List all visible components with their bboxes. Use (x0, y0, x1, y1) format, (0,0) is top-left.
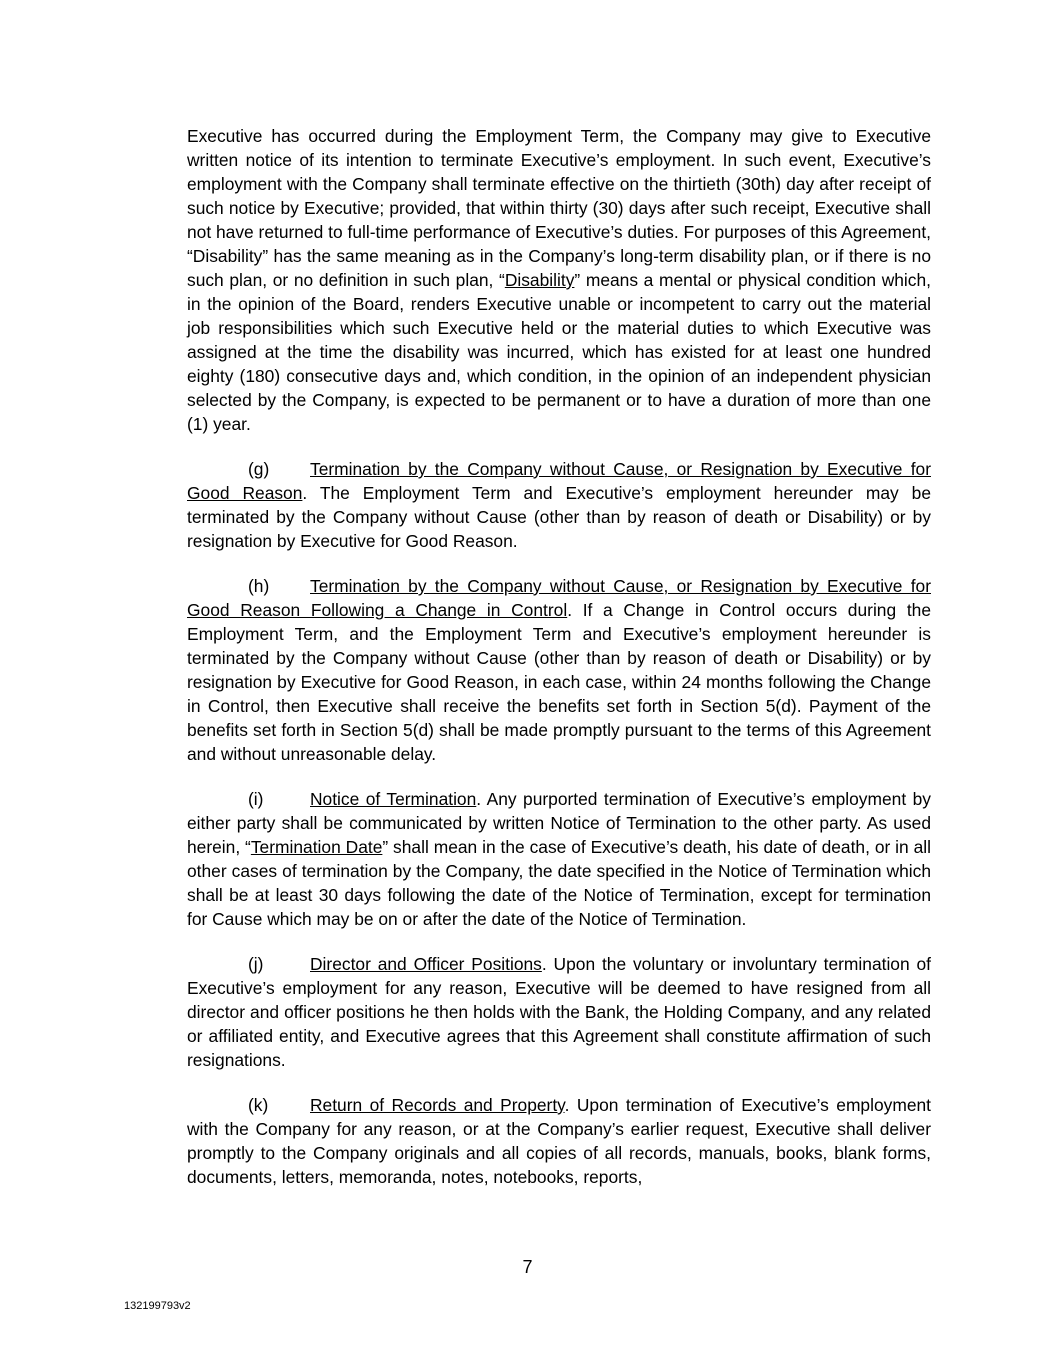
document-body (187, 124, 931, 1210)
section-heading: Director and Officer Positions (310, 954, 542, 974)
paragraph-g (187, 457, 931, 553)
defined-term-disability: Disability (504, 270, 575, 290)
paragraph-j (187, 952, 931, 1072)
section-enumerator: (k) (248, 1095, 269, 1115)
paragraph-text: ” means a mental or physical condition which, in the opinion of the Board, renders Executive unable or incompetent to carry out the material job responsibilities which such Executive held or the material duties to which Executive was assigned at the time the disability was incurred, which has existed for at least one hundred eighty (180) consecutive days and, which condition, in the opinion of an independent physician selected by the Company, is expected to be permanent or to have a duration of more than one (1) year. (187, 270, 931, 434)
section-enumerator: (j) (248, 954, 264, 974)
section-heading: Termination by the Company without Cause, or Resignation by Executive for Good Reason Following a Change in Control (187, 576, 931, 620)
paragraph-f-continued (187, 124, 931, 436)
paragraph-k (187, 1093, 931, 1189)
paragraph-text: . The Employment Term and Executive’s employment hereunder may be terminated by the Company without Cause (other than by reason of death or Disability) or by resignation by Executive for Good Reason. (187, 483, 931, 551)
section-enumerator: (g) (248, 459, 270, 479)
section-enumerator: (h) (248, 576, 270, 596)
paragraph-text: . Any purported termination of Executive’s employment by either party shall be communicated by written Notice of Termination to the other party. As used herein, “ (187, 789, 931, 857)
paragraph-text: . Upon the voluntary or involuntary termination of Executive’s employment for any reason, Executive will be deemed to have resigned from all director and officer positions he then holds with the Bank, the Holding Company, and any related or affiliated entity, and Executive agrees that this Agreement shall constitute affirmation of such resignations. (187, 954, 931, 1070)
defined-term-termination-date: Termination Date (250, 837, 383, 857)
paragraph-i (187, 787, 931, 931)
paragraph-text: ” shall mean in the case of Executive’s death, his date of death, or in all other cases of termination by the Company, the date specified in the Notice of Termination which shall be at least 30 days following the date of the Notice of Termination, except for termination for Cause which may be on or after the date of the Notice of Termination. (187, 837, 931, 929)
section-heading: Notice of Termination (310, 789, 477, 809)
page-number: 7 (522, 1257, 533, 1277)
document-id: 132199793v2 (124, 1300, 191, 1312)
paragraph-text: . If a Change in Control occurs during the Employment Term, and the Employment Term and Executive’s employment hereunder is terminated by the Company without Cause (other than by reason of death or Disability) or by resignation by Executive for Good Reason, in each case, within 24 months following the Change in Control, then Executive shall receive the benefits set forth in Section 5(d). Payment of the benefits set forth in Section 5(d) shall be made promptly pursuant to the terms of this Agreement and without unreasonable delay. (187, 600, 932, 764)
section-heading: Termination by the Company without Cause, or Resignation by Executive for Good Reason (187, 459, 931, 503)
paragraph-text: . Upon termination of Executive’s employment with the Company for any reason, or at the Company’s earlier request, Executive shall deliver promptly to the Company originals and all copies of all records, manuals, books, blank forms, documents, letters, memoranda, notes, notebooks, reports, (187, 1095, 931, 1187)
section-heading: Return of Records and Property (310, 1095, 565, 1115)
paragraph-h (187, 574, 931, 766)
section-enumerator: (i) (248, 789, 264, 809)
paragraph-text: Executive has occurred during the Employment Term, the Company may give to Executive written notice of its intention to terminate Executive’s employment. In such event, Executive’s employment with the Company shall terminate effective on the thirtieth (30th) day after receipt of such notice by Executive; provided, that within thirty (30) days after such receipt, Executive shall not have returned to full-time performance of Executive’s duties. For purposes of this Agreement, “Disability” has the same meaning as in the Company’s long-term disability plan, or if there is no such plan, or no definition in such plan, “ (187, 126, 931, 290)
